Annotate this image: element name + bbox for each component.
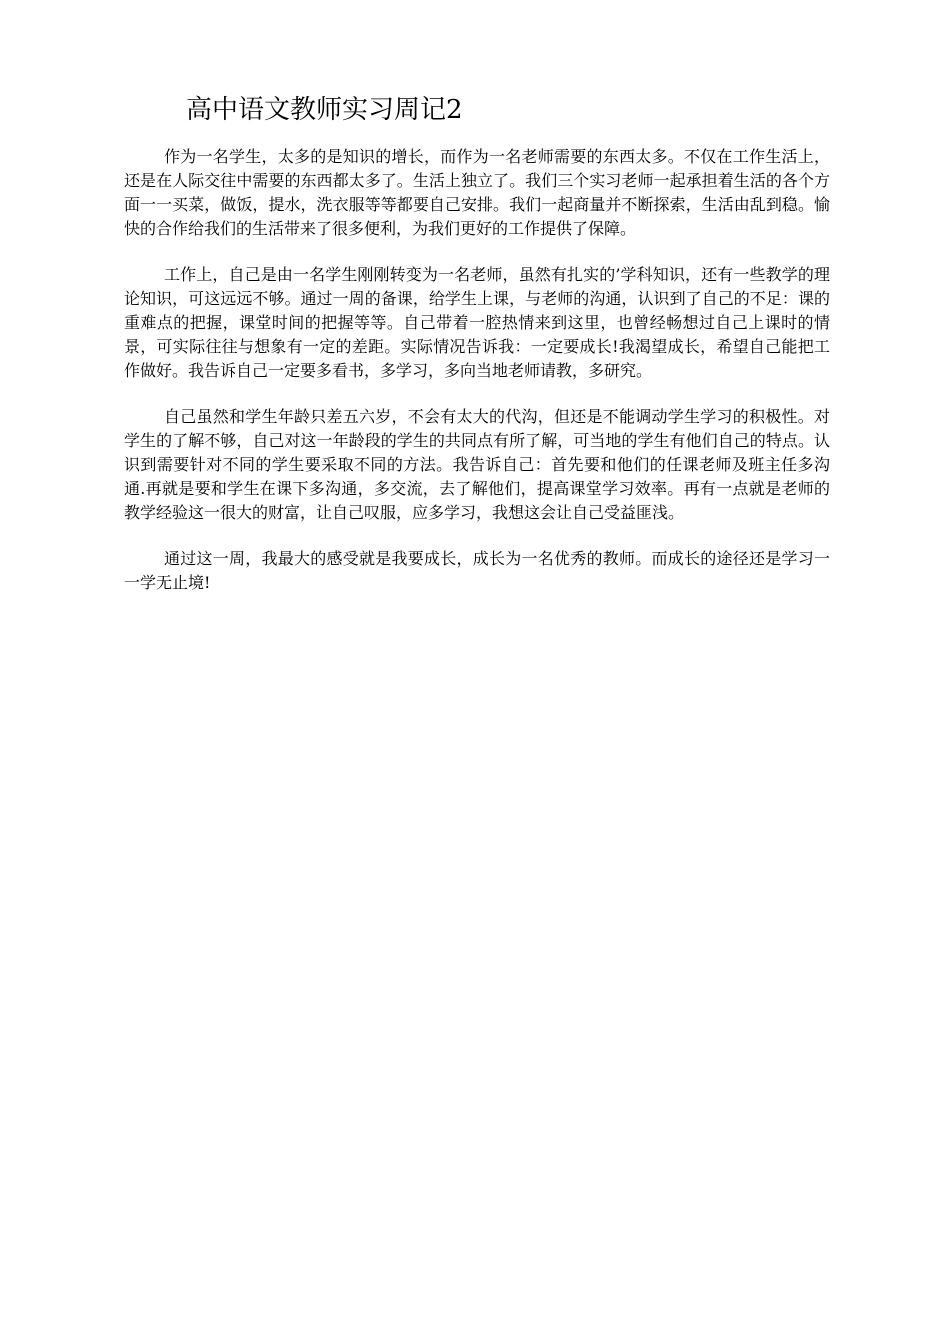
document-body bbox=[124, 145, 830, 617]
paragraph-3: 自己虽然和学生年龄只差五六岁，不会有太大的代沟，但还是不能调动学生学习的积极性。对学生的了解不够，自己对这一年龄段的学生的共同点有所了解，可当地的学生有他们自己的特点。认识到需要针对不同的学生要采取不同的方法。我告诉自己：首先要和他们的任课老师及班主任多沟通.再就是要和学生在课下多沟通，多交流，去了解他们，提高课堂学习效率。再有一点就是老师的教学经验这一很大的财富，让自己叹服，应多学习，我想这会让自己受益匪浅。 bbox=[124, 407, 830, 522]
paragraph-1: 作为一名学生，太多的是知识的增长，而作为一名老师需要的东西太多。不仅在工作生活上，还是在人际交往中需要的东西都太多了。生活上独立了。我们三个实习老师一起承担着生活的各个方面一一买菜，做饭，提水，洗衣服等等都要自己安排。我们一起商量并不断探索，生活由乱到稳。愉快的合作给我们的生活带来了很多便利，为我们更好的工作提供了保障。 bbox=[124, 147, 830, 238]
document-title: 高中语文教师实习周记2 bbox=[186, 95, 463, 125]
paragraph-4: 通过这一周，我最大的感受就是我要成长，成长为一名优秀的教师。而成长的途径还是学习一一学无止境! bbox=[124, 549, 830, 592]
paragraph-2: 工作上，自己是由一名学生刚刚转变为一名老师，虽然有扎实的’学科知识，还有一些教学的理论知识，可这远远不够。通过一周的备课，给学生上课，与老师的沟通，认识到了自己的不足：课的重难点的把握，课堂时间的把握等等。自己带着一腔热情来到这里，也曾经畅想过自己上课时的情景，可实际往往与想象有一定的差距。实际情况告诉我：一定要成长!我渴望成长，希望自己能把工作做好。我告诉自己一定要多看书，多学习，多向当地老师请教，多研究。 bbox=[124, 265, 830, 380]
